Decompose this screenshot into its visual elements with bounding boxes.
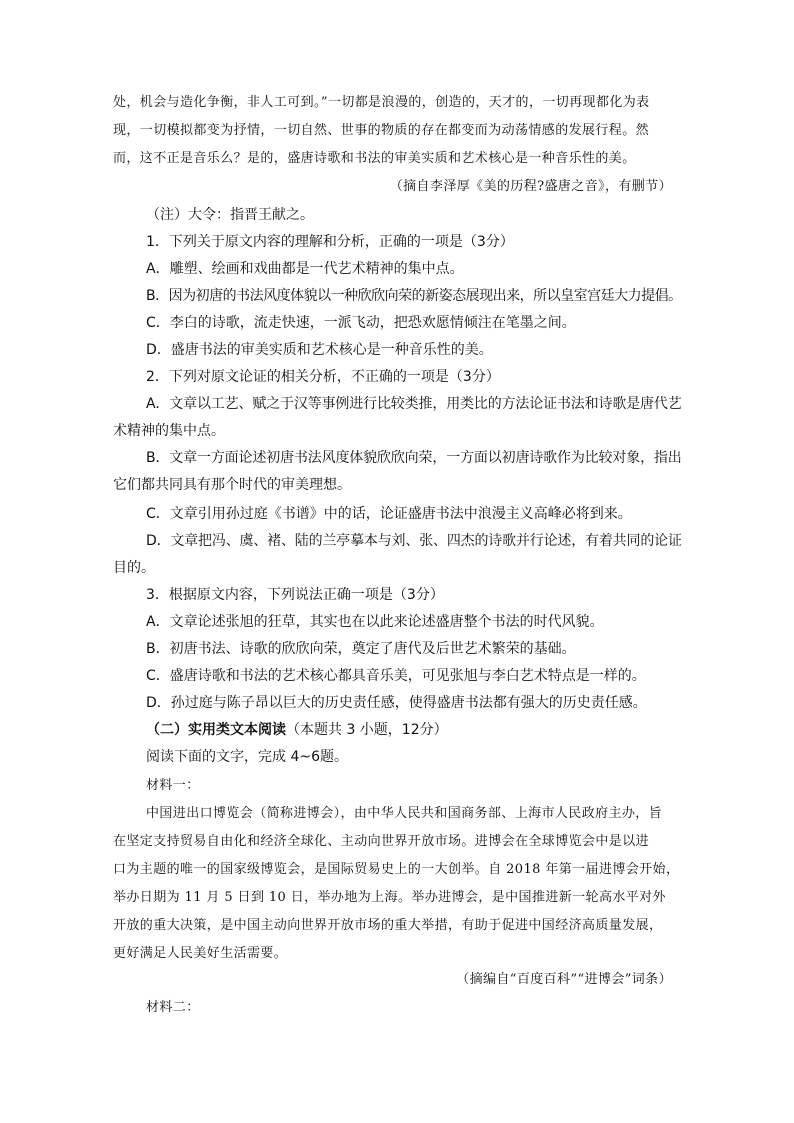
section-2-instruction: 阅读下面的文字，完成 4~6题。 bbox=[146, 749, 348, 765]
material-1-line: 举办日期为 11 月 5 日到 10 日，举办地为上海。举办进博会，是中国推进新一轮高水平对外 bbox=[113, 890, 666, 905]
material-2-label: 材料二： bbox=[146, 1000, 200, 1015]
passage-source: （摘自李泽厚《美的历程?盛唐之音》，有删节） bbox=[389, 179, 672, 194]
question-1-option-a: A．雕塑、绘画和戏曲都是一代艺术精神的集中点。 bbox=[146, 261, 464, 277]
question-3-option-c: C．盛唐诗歌和书法的艺术核心都具音乐美，可见张旭与李白艺术特点是一样的。 bbox=[146, 668, 646, 684]
question-2-stem: 2．下列对原文论证的相关分析，不正确的一项是（3分） bbox=[146, 369, 500, 385]
question-1-stem: 1．下列关于原文内容的理解和分析，正确的一项是（3分） bbox=[146, 234, 514, 250]
question-2-option-a-cont: 术精神的集中点。 bbox=[113, 423, 225, 439]
material-1-line: 在坚定支持贸易自由化和经济全球化、主动向世界开放市场。进博会在全球博览会中是以进 bbox=[113, 834, 650, 849]
question-2-option-b: B．文章一方面论述初唐书法风度体貌欣欣向荣，一方面以初唐诗歌作为比较对象，指出 bbox=[146, 450, 682, 466]
question-3-option-b: B．初唐书法、诗歌的欣欣向荣，奠定了唐代及后世艺术繁荣的基础。 bbox=[146, 641, 576, 657]
section-2-heading bbox=[146, 720, 448, 740]
section-2-info: （本题共 3 小题，12分） bbox=[286, 722, 448, 738]
material-1-label: 材料一： bbox=[146, 778, 200, 793]
question-3-stem: 3．根据原文内容，下列说法正确一项是（3分） bbox=[146, 587, 444, 603]
section-2-title: （二）实用类文本阅读 bbox=[146, 722, 286, 738]
question-3-option-a: A．文章论述张旭的狂草，其实也在以此来论述盛唐整个书法的时代风貌。 bbox=[146, 614, 604, 630]
question-2-option-a: A．文章以工艺、赋之于汉等事例进行比较类推，用类比的方法论证书法和诗歌是唐代艺 bbox=[146, 396, 682, 412]
question-1-option-d: D．盛唐书法的审美实质和艺术核心是一种音乐性的美。 bbox=[146, 342, 493, 358]
note: （注）大令：指晋王献之。 bbox=[146, 207, 314, 223]
question-3-option-d: D．孙过庭与陈子昂以巨大的历史责任感，使得盛唐书法都有强大的历史责任感。 bbox=[146, 695, 647, 711]
question-1-option-b: B．因为初唐的书法风度体貌以一种欣欣向荣的新姿态展现出来，所以皇室宫廷大力提倡。 bbox=[146, 288, 682, 304]
passage-line: 现，一切模拟都变为抒情，一切自然、世事的物质的存在都变而为动荡情感的发展行程。然 bbox=[113, 123, 650, 138]
passage-line: 而，这不正是音乐么？是的，盛唐诗歌和书法的审美实质和艺术核心是一种音乐性的美。 bbox=[113, 151, 636, 166]
question-2-option-d-cont: 目的。 bbox=[113, 560, 155, 576]
question-2-option-d: D．文章把冯、虞、褚、陆的兰亭摹本与刘、张、四杰的诗歌并行论述，有着共同的论证 bbox=[146, 533, 682, 549]
question-2-option-b-cont: 它们都共同具有那个时代的审美理想。 bbox=[113, 477, 351, 493]
passage-line: 处，机会与造化争衡，非人工可到。”一切都是浪漫的，创造的，天才的，一切再现都化为表 bbox=[113, 95, 650, 110]
material-1-line: 更好满足人民美好生活需要。 bbox=[113, 946, 288, 961]
material-1-line: 口为主题的唯一的国家级博览会，是国际贸易史上的一大创举。自 2018 年第一届进博会开始， bbox=[113, 862, 680, 877]
material-1-source: （摘编自“百度百科”“进博会”词条） bbox=[456, 972, 672, 987]
material-1-line: 中国进出口博览会（简称进博会），由中华人民共和国商务部、上海市人民政府主办，旨 bbox=[146, 806, 663, 821]
question-1-option-c: C．李白的诗歌，流走快速，一派飞动，把恐欢愿情倾注在笔墨之间。 bbox=[146, 315, 576, 331]
material-1-line: 开放的重大决策，是中国主动向世界开放市场的重大举措，有助于促进中国经济高质量发展， bbox=[113, 918, 663, 933]
question-2-option-c: C．文章引用孙过庭《书谱》中的话，论证盛唐书法中浪漫主义高峰必将到来。 bbox=[146, 506, 632, 522]
